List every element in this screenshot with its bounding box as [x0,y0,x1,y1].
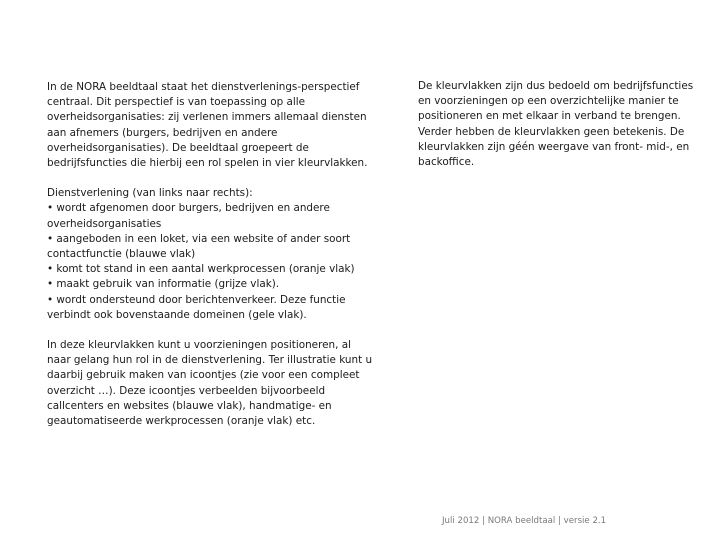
text-line: centraal. Dit perspectief is van toepassing op alle [47,96,306,109]
text-line: naar gelang hun rol in de dienstverlening. Ter illustratie kunt u [47,354,373,367]
text-line: daarbij gebruik maken van icoontjes (zie voor een compleet [47,369,360,382]
text-line: bedrijfsfuncties die hierbij een rol spelen in vier kleurvlakken. [47,157,368,170]
bullet-item: • wordt afgenomen door burgers, bedrijven en andere [47,202,330,215]
text-line: verbindt ook bovenstaande domeinen (gele vlak). [47,308,307,321]
left-text-column [47,80,382,429]
text-line: backoffice. [418,156,475,169]
text-line: In de NORA beeldtaal staat het dienstverlenings-perspectief [47,81,360,93]
text-line: positioneren en met elkaar in verband te brengen. [418,110,681,123]
text-line: overheidsorganisaties: zij verlenen immers allemaal diensten [47,111,367,124]
text-line: overheidsorganisaties [47,217,162,230]
text-line: overzicht …). Deze icoontjes verbeelden bijvoorbeeld [47,384,326,397]
text-line: Dienstverlening (van links naar rechts): [47,187,253,200]
text-line: De kleurvlakken zijn dus bedoeld om bedrijfsfuncties [418,80,694,92]
text-line: aan afnemers (burgers, bedrijven en andere [47,126,278,139]
text-line: en voorzieningen op een overzichtelijke manier te [418,95,679,108]
dienstverlening-paragraph [47,186,382,323]
bullet-item: • aangeboden in een loket, via een website of ander soort [47,232,351,245]
text-line: geautomatiseerde werkprocessen (oranje vlak) etc. [47,415,316,428]
kleurvlakken-paragraph [47,338,382,429]
text-line: overheidsorganisaties). De beeldtaal groepeert de [47,141,309,154]
text-line: Verder hebben de kleurvlakken geen betekenis. De [418,125,685,138]
right-paragraph [418,79,708,170]
footer-text: Juli 2012 | NORA beeldtaal | versie 2.1 [442,516,607,526]
text-line: callcenters en websites (blauwe vlak), handmatige- en [47,399,332,412]
text-line: kleurvlakken zijn géén weergave van front- mid-, en [418,140,690,153]
text-line: In deze kleurvlakken kunt u voorzieningen positioneren, al [47,339,351,352]
right-text-column [418,79,708,170]
intro-paragraph [47,80,382,171]
bullet-item: • maakt gebruik van informatie (grijze vlak). [47,278,280,291]
text-line: contactfunctie (blauwe vlak) [47,248,196,261]
bullet-item: • wordt ondersteund door berichtenverkeer. Deze functie [47,293,346,306]
bullet-item: • komt tot stand in een aantal werkprocessen (oranje vlak) [47,263,355,276]
